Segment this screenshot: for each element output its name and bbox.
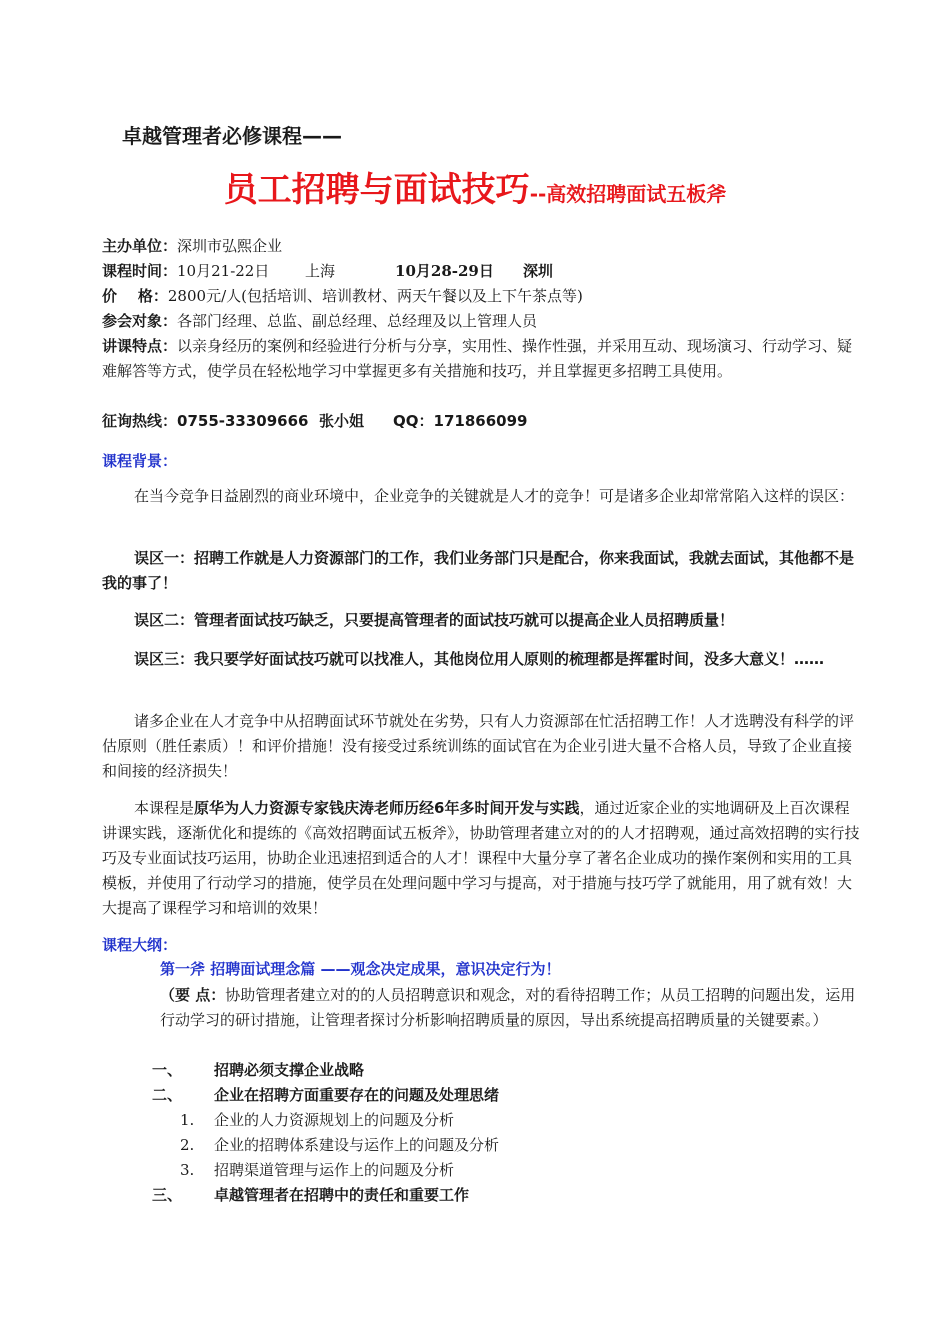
- organizer-row: [102, 234, 862, 259]
- city-2: 深圳: [523, 262, 554, 280]
- outline-item-number: 二、: [152, 1086, 183, 1104]
- myth-2: 误区二：管理者面试技巧缺乏，只要提高管理者的面试技巧就可以提高企业人员招聘质量！: [134, 611, 735, 629]
- time-row: [102, 259, 862, 284]
- outline-item-text: 企业在招聘方面重要存在的问题及处理思绪: [214, 1086, 500, 1104]
- myth-1: 误区一：招聘工作就是人力资源部门的工作，我们业务部门只是配合，你来我面试，我就去面试，其他都不是我的事了！: [102, 549, 855, 592]
- organizer-value: 深圳市弘熙企业: [177, 237, 283, 255]
- outline-subitem: [180, 1158, 454, 1183]
- qq-value: 171866099: [433, 412, 528, 430]
- axe-1-title: 第一斧 招聘面试理念篇 ——观念决定成果，意识决定行为！: [160, 960, 561, 978]
- price-row: [102, 284, 862, 309]
- organizer-label: 主办单位：: [102, 237, 178, 255]
- price-label: 价 格：: [102, 287, 168, 305]
- outline-subitem-text: 企业的招聘体系建设与运作上的问题及分析: [214, 1136, 500, 1154]
- outline-item: [152, 1083, 499, 1108]
- background-paragraph-2: [102, 796, 862, 921]
- feature-row: [102, 334, 862, 384]
- contact-name: 张小姐: [319, 412, 365, 430]
- outline-item-text: 招聘必须支撑企业战略: [214, 1061, 365, 1079]
- key-points-value: 协助管理者建立对的的人员招聘意识和观念，对的看待招聘工作；从员工招聘的问题出发，运用行动学习的研讨措施，让管理者探讨分析影响招聘质量的原因，导出系统提高招聘质量的关键要素。）: [160, 986, 856, 1029]
- city-1: 上海: [305, 262, 336, 280]
- outline-heading: 课程大纲：: [102, 936, 178, 954]
- paragraph-2-rest: ，通过近家企业的实地调研及上百次课程讲课实践，逐渐优化和提练的《高效招聘面试五板斧》，协助管理者建立对的的人才招聘观，通过高效招聘的实行技巧及专业面试技巧运用，协助企业迅速招到适合的人才！课程中大量分享了著名企业成功的操作案例和实用的工具模板，并使用了行动学习的措施，使学员在处理问题中学习与提高，对于措施与技巧学了就能用，用了就有效！大大提高了课程学习和培训的效果！: [102, 799, 860, 917]
- outline-item-number: 三、: [152, 1186, 183, 1204]
- outline-subitem-text: 企业的人力资源规划上的问题及分析: [214, 1111, 455, 1129]
- outline-subitem-text: 招聘渠道管理与运作上的问题及分析: [214, 1161, 455, 1179]
- audience-label: 参会对象：: [102, 312, 178, 330]
- price-value: 2800元/人(包括培训、培训教材、两天午餐以及上下午茶点等): [167, 287, 583, 305]
- background-intro: 在当今竞争日益剧烈的商业环境中，企业竞争的关键就是人才的竞争！可是诸多企业却常常陷入这样的误区：: [134, 487, 855, 505]
- outline-subitem: [180, 1108, 454, 1133]
- course-title: [0, 162, 950, 211]
- time-value-1: 10月21-22日: [177, 262, 270, 280]
- audience-row: [102, 309, 862, 334]
- audience-value: 各部门经理、总监、副总经理、总经理及以上管理人员: [177, 312, 538, 330]
- outline-item-number: 一、: [152, 1061, 183, 1079]
- background-paragraph-1: 诸多企业在人才竞争中从招聘面试环节就处在劣势，只有人力资源部在忙活招聘工作！人才选聘没有科学的评估原则（胜任素质）！和评价措施！没有接受过系统训练的面试官在为企业引进大量不合格人员，导致了企业直接和间接的经济损失！: [102, 712, 855, 780]
- outline-subitem-number: 2.: [180, 1136, 195, 1154]
- background-heading: 课程背景：: [102, 452, 178, 470]
- time-value-2: 10月28-29日: [395, 262, 494, 280]
- outline-item-text: 卓越管理者在招聘中的责任和重要工作: [214, 1186, 470, 1204]
- course-title-sub: --高效招聘面试五板斧: [529, 182, 727, 206]
- myth-3: 误区三：我只要学好面试技巧就可以找准人，其他岗位用人原则的梳理都是挥霍时间，没多大意义！……: [134, 650, 825, 668]
- time-label: 课程时间：: [102, 262, 178, 280]
- outline-subitem: [180, 1133, 499, 1158]
- paragraph-2-start: 本课程是: [134, 799, 195, 817]
- course-title-main: 员工招聘与面试技巧: [223, 170, 530, 210]
- feature-label: 讲课特点：: [102, 337, 178, 355]
- key-points-label: （要 点：: [160, 986, 226, 1004]
- hotline-label: 征询热线：: [102, 412, 178, 430]
- paragraph-2-bold: 原华为人力资源专家钱庆涛老师历经6年多时间开发与实践: [194, 799, 580, 817]
- pre-title: 卓越管理者必修课程——: [122, 124, 342, 148]
- outline-subitem-number: 3.: [180, 1161, 195, 1179]
- hotline-row: [102, 409, 862, 434]
- outline-item: [152, 1183, 469, 1208]
- hotline-value: 0755-33309666: [177, 412, 309, 430]
- qq-label: QQ：: [393, 412, 434, 430]
- outline-subitem-number: 1.: [180, 1111, 195, 1129]
- feature-value: 以亲身经历的案例和经验进行分析与分享，实用性、操作性强，并采用互动、现场演习、行动学习、疑难解答等方式，使学员在轻松地学习中掌握更多有关措施和技巧，并且掌握更多招聘工具使用。: [102, 337, 853, 380]
- outline-item: [152, 1058, 364, 1083]
- key-points: [160, 983, 862, 1033]
